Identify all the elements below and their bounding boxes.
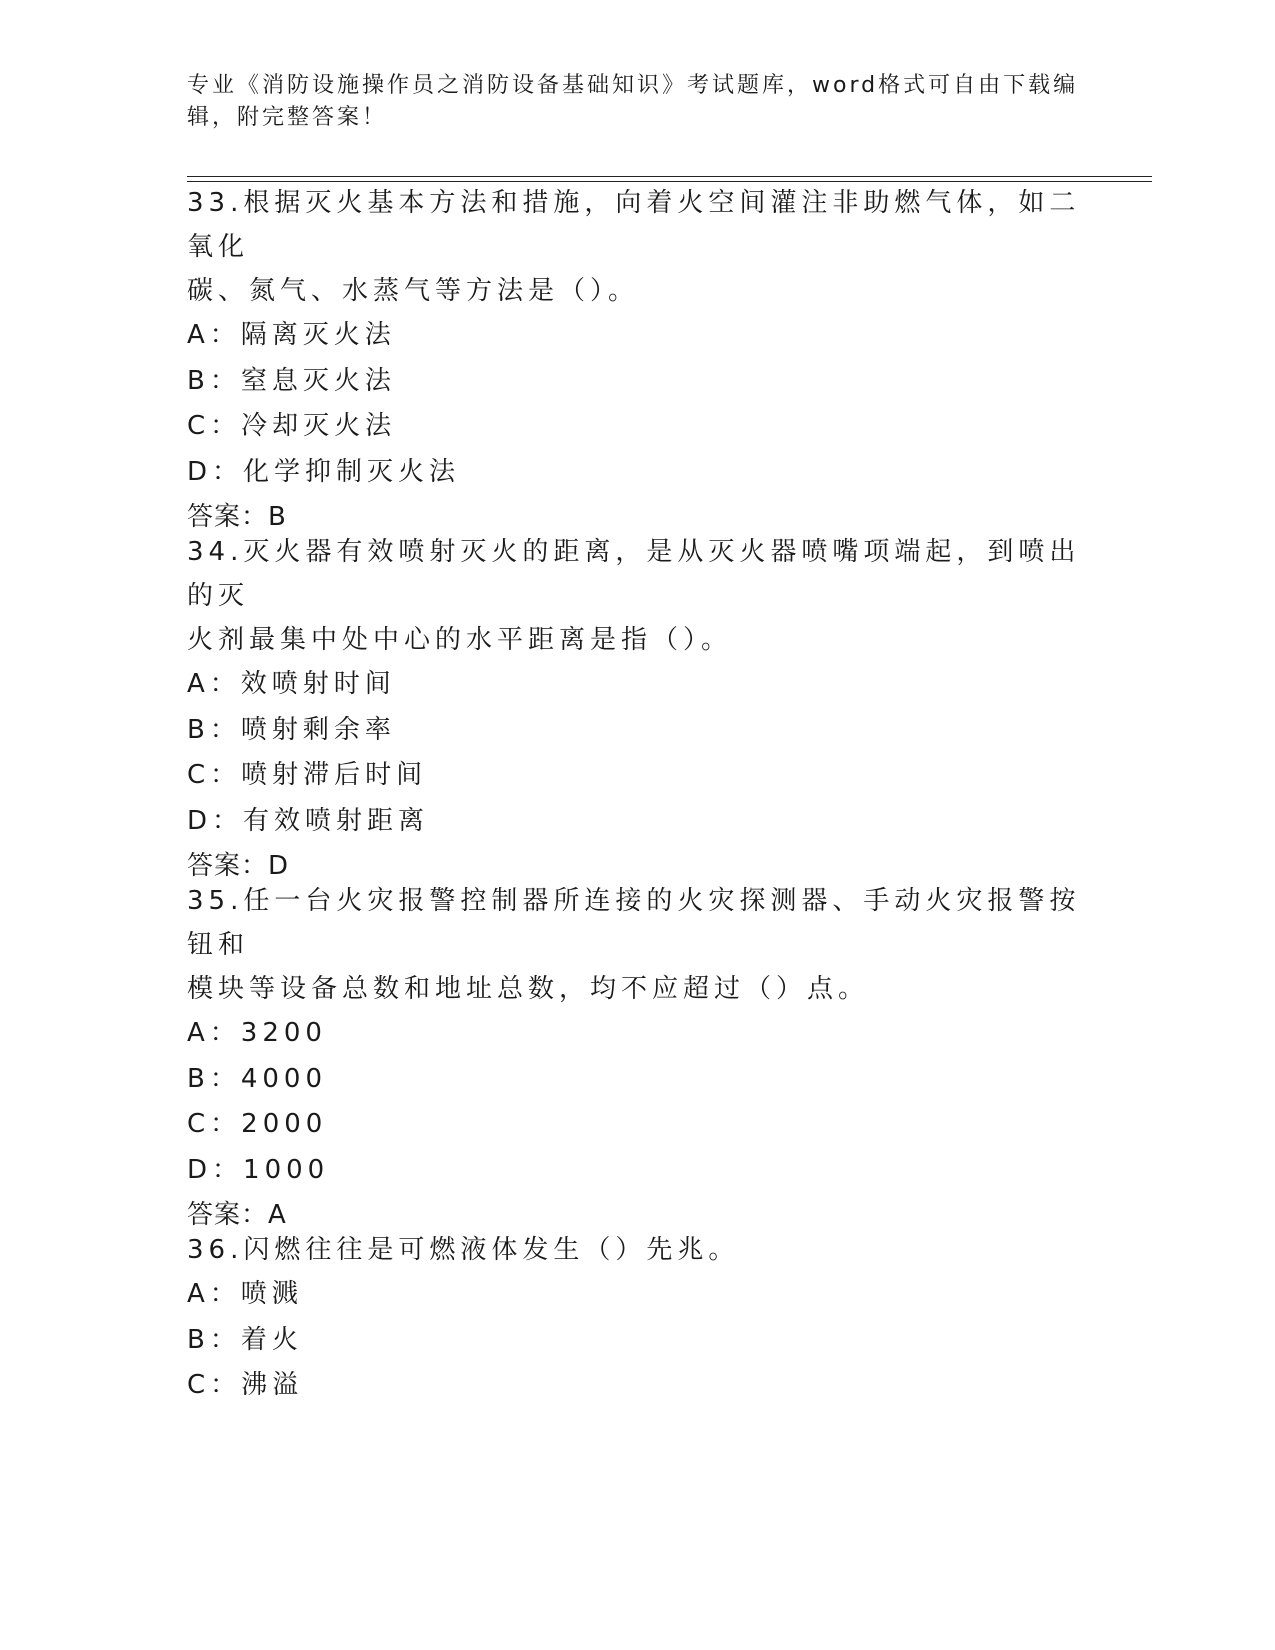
option-b: B：喷射剩余率 — [187, 714, 396, 745]
option-a: A：3200 — [187, 1018, 327, 1048]
question-text-line-1: 35.任一台火灾报警控制器所连接的火灾探测器、手动火灾报警按钮和 — [187, 886, 1081, 960]
option-d: D：化学抑制灭火法 — [187, 456, 461, 487]
option-b: B：窒息灭火法 — [187, 365, 396, 396]
question-36 — [187, 1228, 1087, 1409]
option-a: A：隔离灭火法 — [187, 320, 396, 350]
option-c: C：冷却灭火法 — [187, 411, 397, 441]
option-b: B：着火 — [187, 1324, 303, 1355]
option-c: C：沸溢 — [187, 1370, 304, 1400]
option-c: C：喷射滞后时间 — [187, 760, 428, 790]
option-a: A：喷溅 — [187, 1279, 303, 1309]
question-text-line-1: 34.灭火器有效喷射灭火的距离，是从灭火器喷嘴项端起，到喷出的灭 — [187, 537, 1081, 611]
document-intro — [187, 70, 1087, 134]
header-divider-top — [187, 176, 1152, 177]
option-c: C：2000 — [187, 1109, 328, 1139]
question-35 — [187, 879, 1087, 1237]
question-text-line-2: 模块等设备总数和地址总数，均不应超过（）点。 — [187, 974, 870, 1004]
question-text-line-1: 36.闪燃往往是可燃液体发生（）先兆。 — [187, 1235, 740, 1265]
option-a: A：效喷射时间 — [187, 669, 396, 699]
question-text-line-2: 碳、氮气、水蒸气等方法是（）。 — [187, 276, 640, 306]
answer: 答案：A — [187, 1200, 287, 1230]
question-33 — [187, 181, 1087, 539]
intro-line-2: 辑，附完整答案！ — [187, 105, 388, 130]
option-d: D：有效喷射距离 — [187, 805, 430, 836]
question-34 — [187, 530, 1087, 888]
option-d: D：1000 — [187, 1154, 330, 1185]
answer: 答案：D — [187, 851, 290, 881]
answer: 答案：B — [187, 502, 287, 532]
intro-line-1: 专业《消防设施操作员之消防设备基础知识》考试题库，word格式可自由下载编 — [187, 73, 1079, 98]
option-b: B：4000 — [187, 1063, 328, 1094]
question-text-line-1: 33.根据灭火基本方法和措施，向着火空间灌注非助燃气体，如二氧化 — [187, 188, 1081, 262]
question-text-line-2: 火剂最集中处中心的水平距离是指（）。 — [187, 625, 733, 655]
